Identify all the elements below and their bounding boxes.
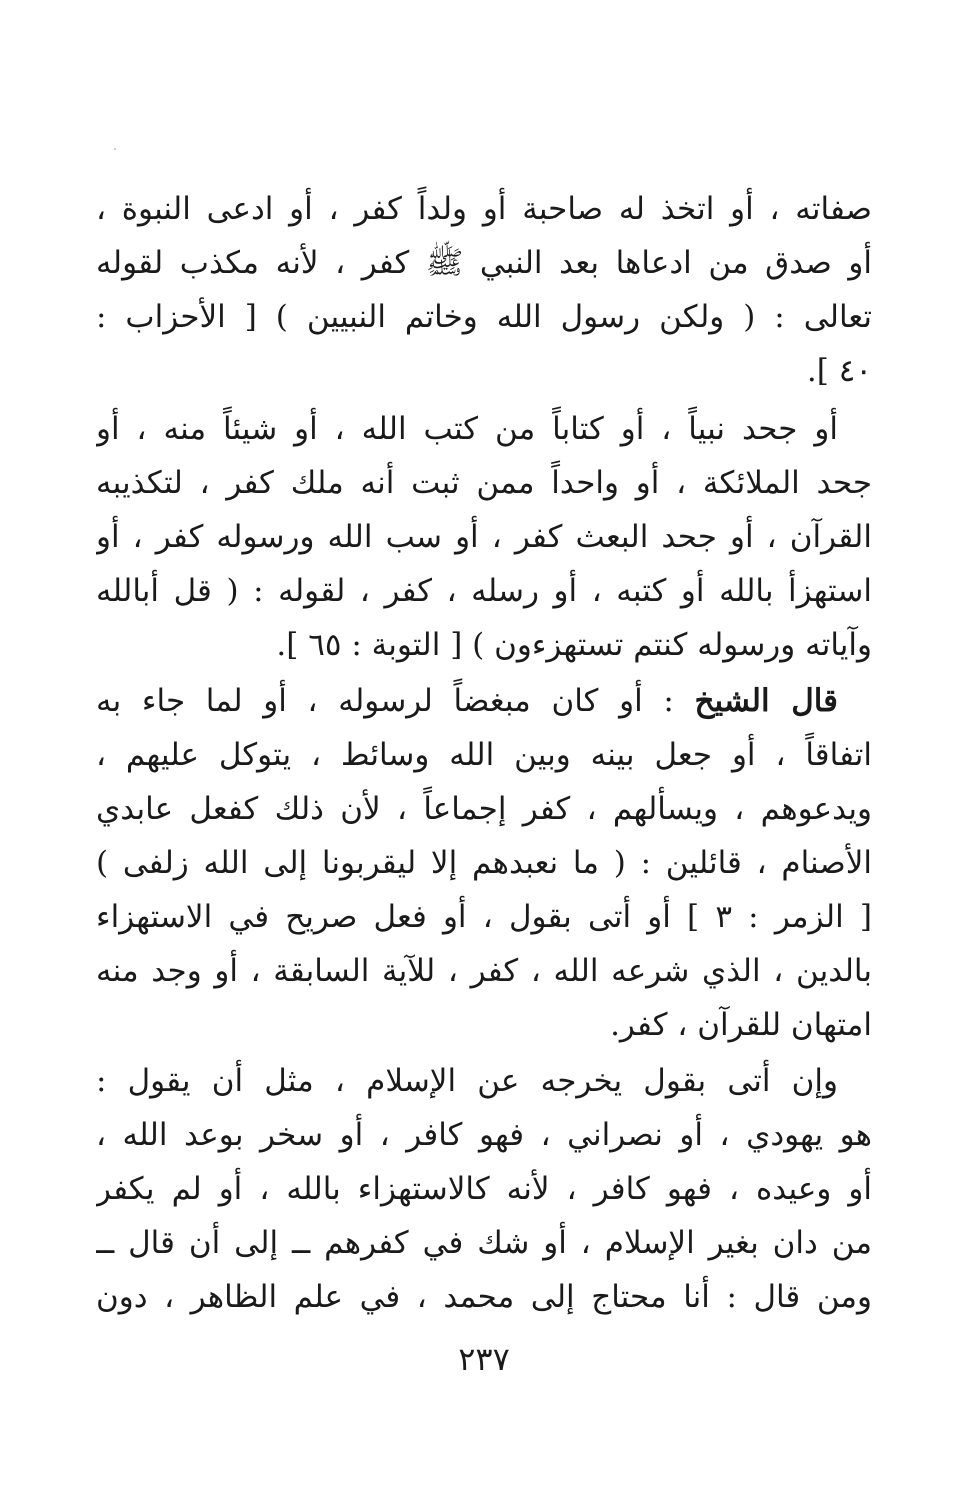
text-line: من دان بغير الإسلام ، أو شك في كفرهم ــ إلى أن قال ــ [96,1225,872,1261]
text-line: صفاته ، أو اتخذ له صاحبة أو ولداً كفر ، أو ادعى النبوة ، [96,191,872,227]
paragraph-1 [96,182,872,398]
page-number: ٢٣٧ [458,1340,510,1378]
text-line: وإن أتى بقول يخرجه عن الإسلام ، مثل أن يقول : [96,1063,838,1099]
text-line: أو جحد نبياً ، أو كتاباً من كتب الله ، أو شيئاً منه ، أو [96,411,838,447]
text-line: هو يهودي ، أو نصراني ، فهو كافر ، أو سخر بوعد الله ، [96,1117,872,1153]
text-line: جحد الملائكة ، أو واحداً ممن ثبت أنه ملك كفر ، لتكذيبه [96,465,872,501]
text-line: القرآن ، أو جحد البعث كفر ، أو سب الله ورسوله كفر ، أو [96,519,872,555]
text-line: [ الزمر : ٣ ] أو أتى بقول ، أو فعل صريح في الاستهزاء [96,899,872,935]
text-line: وآياته ورسوله كنتم تستهزءون ) [ التوبة : ٦٥ ]. [276,627,872,663]
paragraph-4 [96,1054,872,1324]
text-line: اتفاقاً ، أو جعل بينه وبين الله وسائط ، يتوكل عليهم ، [96,737,872,773]
text-line: أو صدق من ادعاها بعد النبي ﷺ كفر ، لأنه مكذب لقوله [96,245,872,281]
text-line: ويدعوهم ، ويسألهم ، كفر إجماعاً ، لأن ذلك كفعل عابدي [96,791,872,827]
text-line: بالدين ، الذي شرعه الله ، كفر ، للآية السابقة ، أو وجد منه [96,953,872,989]
text-line: ومن قال : أنا محتاج إلى محمد ، في علم الظاهر ، دون [96,1279,872,1315]
speaker-label: قال الشيخ [694,683,838,719]
text-line: امتهان للقرآن ، كفر. [610,1007,872,1043]
text-line: ٤٠ ]. [806,353,872,389]
text-line: تعالى : ( ولكن رسول الله وخاتم النبيين ) [ الأحزاب : [96,299,872,335]
text-fragment: : أو كان مبغضاً لرسوله ، أو لما جاء به [96,683,695,719]
paragraph-2 [96,402,872,672]
scan-speck [114,148,116,150]
text-line: الأصنام ، قائلين : ( ما نعبدهم إلا ليقربونا إلى الله زلفى ) [96,845,872,881]
text-line: أو وعيده ، فهو كافر ، لأنه كالاستهزاء بالله ، أو لم يكفر [96,1171,872,1207]
text-line: استهزأ بالله أو كتبه ، أو رسله ، كفر ، لقوله : ( قل أبالله [96,573,872,609]
paragraph-3 [96,674,872,1052]
text-line [96,674,872,728]
